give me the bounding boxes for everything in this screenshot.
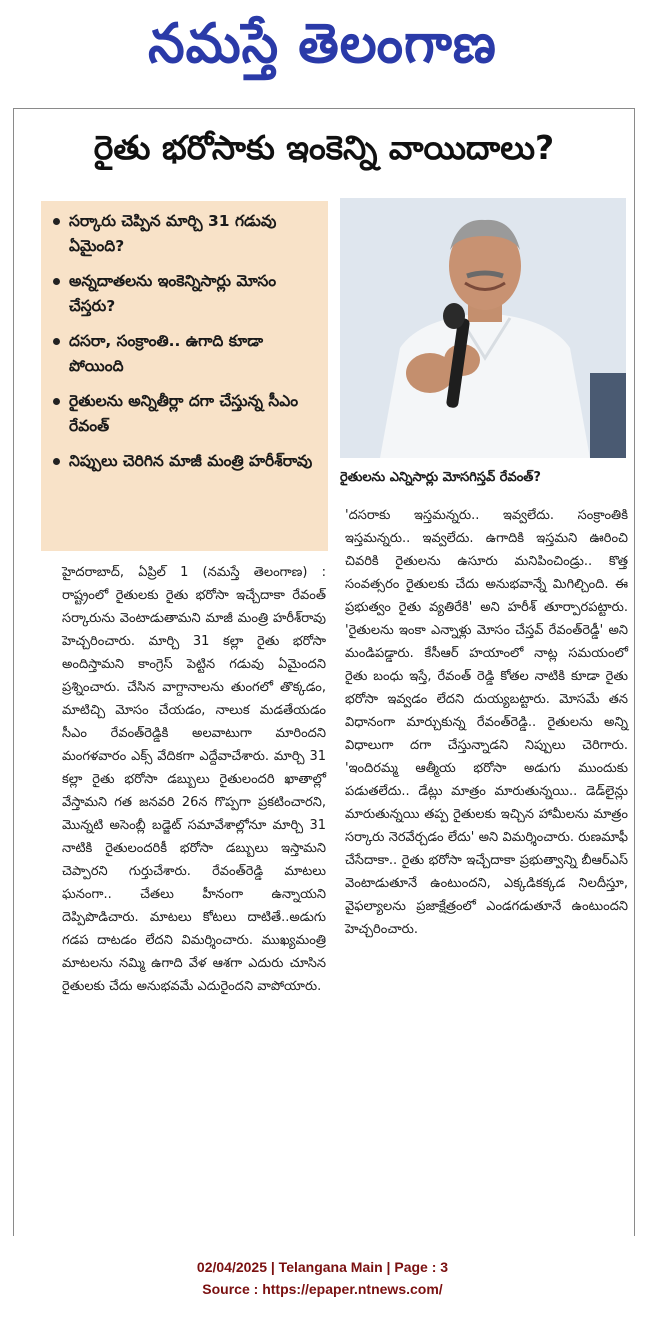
article-headline: రైతు భరోసాకు ఇంకెన్ని వాయిదాలు? bbox=[93, 128, 555, 167]
highlights-list bbox=[47, 209, 318, 474]
bullet-icon bbox=[53, 218, 60, 225]
article-photo bbox=[340, 198, 626, 458]
bullet-icon bbox=[53, 338, 60, 345]
source-link[interactable]: Source : https://epaper.ntnews.com/ bbox=[202, 1281, 443, 1297]
newspaper-logo: నమస్తే తెలంగాణ bbox=[148, 12, 497, 76]
page-footer bbox=[0, 1256, 645, 1300]
article-body-left-column bbox=[62, 561, 326, 998]
masthead bbox=[0, 0, 645, 100]
body-paragraph: 'దసరాకు ఇస్తమన్నరు.. ఇవ్వలేదు. సంక్రాంతికి ఇస్తమన్నరు.. ఇవ్వలేదు. ఉగాదికి ఇస్తమని ఊరించి చివరికి రైతులను ఉసూరు మనిపించిండ్రు.. కొత్త సంవత్సరం రైతులకు చేదు అనుభవాన్నే మిగిల్చింది. ఈ ప్రభుత్వం రైతు వ్యతిరేకి' అని హరీశ్ తూర్పారపట్టారు. 'రైతులను ఇంకా ఎన్నాళ్లు మోసం చేస్తవ్ రేవంత్‌రెడ్డీ' అని మండిపడ్డారు. కేసీఆర్ హయాంలో నాట్ల సమయంలో రైతు బంధు ఇస్తే, రేవంత్ రెడ్డి కోతల నాటికి కూడా రైతు భరోసా ఇవ్వడం లేదని దుయ్యబట్టారు. మోసమే తన విధానంగా మార్చుకున్న రేవంత్‌రెడ్డి.. రైతులను అన్ని విధాలుగా దగా చేస్తున్నాడని నిప్పులు చెరిగారు. 'ఇందిరమ్మ ఆత్మీయ భరోసా అడుగు ముందుకు పడుతలేదు.. డేట్లు మాత్రం మారుతున్నయి.. డెడ్‌లైన్లు మారుతున్నయి తప్ప రైతులకు ఇచ్చిన హామీలను మాత్రం సర్కారు నెరవేర్చడం లేదు' అని విమర్శించారు. రుణమాఫీ చేసేదాకా.. రైతు భరోసా ఇచ్చేదాకా ప్రభుత్వాన్ని బీఆర్ఎస్ వెంటాడుతూనే ఉంటుందని, ఎక్కడికక్కడ నిలదీస్తూ, వైఫల్యాలను ప్రజాక్షేత్రంలో ఎండగడుతూనే ఉంటుందని హెచ్చరించారు. bbox=[345, 508, 628, 937]
highlights-box bbox=[41, 201, 328, 551]
body-paragraph: హైదరాబాద్, ఏప్రిల్ 1 (నమస్తే తెలంగాణ) : రాష్ట్రంలో రైతులకు రైతు భరోసా ఇచ్చేదాకా రేవంత్ సర్కారును వెంటాడుతామని మాజీ మంత్రి హరీశ్‌రావు హెచ్చరించారు. మార్చి 31 కల్లా రైతు భరోసా అందిస్తామని కాంగ్రెస్ పెట్టిన గడువు ఏమైందని ప్రశ్నించారు. చేసిన వాగ్దానాలను తుంగలో తొక్కడం, మాటిచ్చి మోసం చేయడం, నాలుక మడతేయడం సీఎం రేవంత్‌రెడ్డికి అలవాటుగా మారిందని మంగళవారం ఎక్స్ వేదికగా ఎద్దేవాచేశారు. మార్చి 31 కల్లా రైతు భరోసా డబ్బులు రైతులందరి ఖాతాల్లో వేస్తామని గత జనవరి 26న గొప్పగా ప్రకటించారని, మొన్నటి అసెంబ్లీ బడ్జెట్ సమావేశాల్లోనూ మార్చి 31 నాటికి రైతులందరికీ భరోసా డబ్బులు ఇస్తామని చెప్పారని గుర్తుచేశారు. రేవంత్‌రెడ్డి మాటలు ఘనంగా.. చేతలు హీనంగా ఉన్నాయని దెప్పిపొడిచారు. మాటలు కోటలు దాటితే..అడుగు గడప దాటడం లేదని విమర్శించారు. ముఖ్యమంత్రి మాటలను నమ్మి ఉగాది వేళ ఆశగా ఎదురు చూసిన రైతులకు చేదు అనుభవమే ఎదురైందని వాపోయారు. bbox=[62, 565, 326, 994]
bullet-icon bbox=[53, 278, 60, 285]
edition-info: 02/04/2025 | Telangana Main | Page : 3 bbox=[196, 1259, 449, 1275]
highlight-item: సర్కారు చెప్పిన మార్చి 31 గడువు ఏమైంది? bbox=[47, 209, 318, 259]
highlight-item: దసరా, సంక్రాంతి.. ఉగాది కూడా పోయింది bbox=[47, 329, 318, 379]
photo-caption: రైతులను ఎన్నిసార్లు మోసగిస్తవ్ రేవంత్? bbox=[340, 470, 541, 485]
news-clipping bbox=[13, 108, 635, 1236]
bullet-icon bbox=[53, 458, 60, 465]
highlight-item: నిప్పులు చెరిగిన మాజీ మంత్రి హరీశ్‌రావు bbox=[47, 449, 318, 474]
bullet-icon bbox=[53, 398, 60, 405]
highlight-item: అన్నదాతలను ఇంకెన్నిసార్లు మోసం చేస్తరు? bbox=[47, 269, 318, 319]
highlight-item: రైతులను అన్నితీర్లా దగా చేస్తున్న సీఎం రేవంత్ bbox=[47, 389, 318, 439]
speaker-photo-illustration bbox=[340, 198, 626, 458]
article-body-right-column bbox=[345, 504, 628, 941]
